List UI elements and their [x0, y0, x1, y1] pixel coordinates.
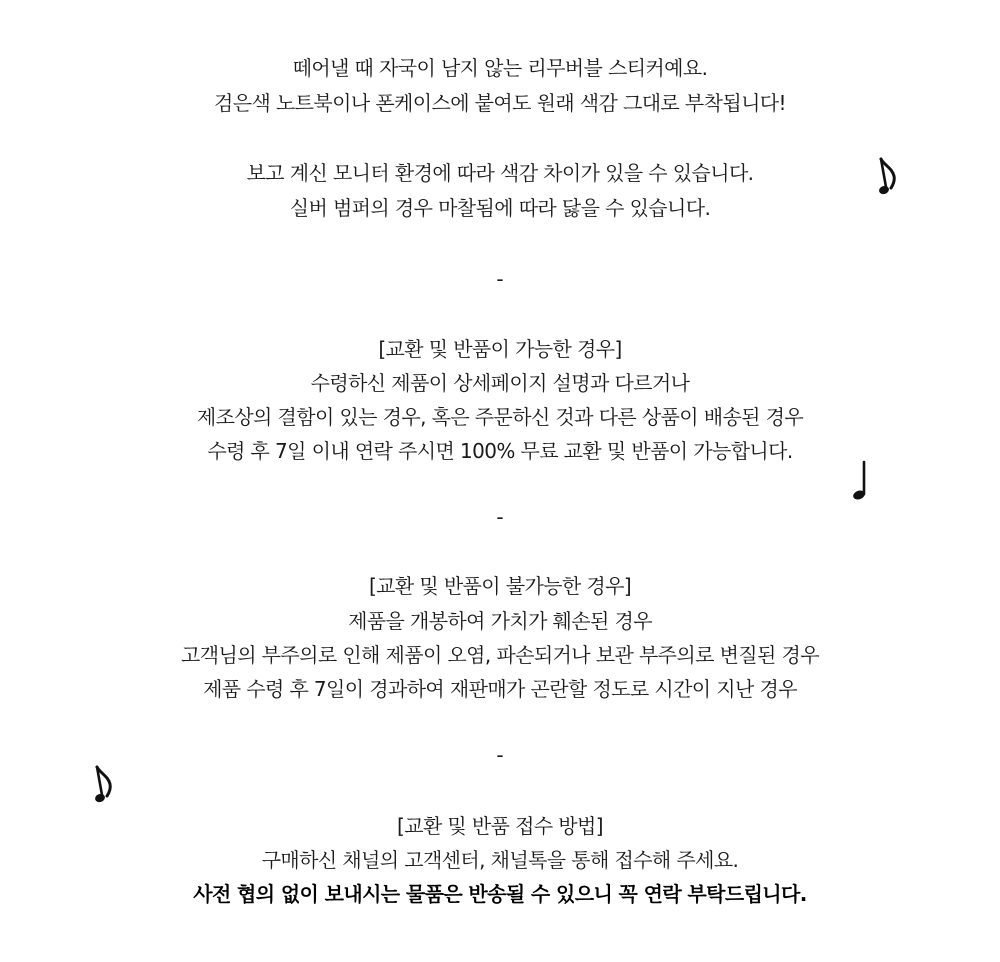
exchange-impossible-heading: [교환 및 반품이 불가능한 경우] — [368, 574, 632, 598]
exchange-impossible-line-3: 제품 수령 후 7일이 경과하여 재판매가 곤란할 정도로 시간이 지난 경우 — [203, 677, 797, 701]
exchange-method-heading: [교환 및 반품 접수 방법] — [397, 814, 603, 838]
quarter-note-icon — [848, 458, 878, 502]
intro-line-1: 떼어낼 때 자국이 남지 않는 리무버블 스티커예요. — [292, 56, 708, 80]
notice-line-2: 실버 범퍼의 경우 마찰됨에 따라 닳을 수 있습니다. — [289, 196, 711, 220]
exchange-method-warning: 사전 협의 없이 보내시는 물품은 반송될 수 있으니 꼭 연락 부탁드립니다. — [193, 882, 807, 906]
eighth-note-icon — [88, 763, 118, 807]
exchange-possible-line-1: 수령하신 제품이 상세페이지 설명과 다르거나 — [310, 371, 690, 395]
exchange-possible-line-2: 제조상의 결함이 있는 경우, 혹은 주문하신 것과 다른 상품이 배송된 경우 — [196, 405, 804, 429]
eighth-note-icon — [872, 155, 902, 199]
exchange-possible-line-3: 수령 후 7일 이내 연락 주시면 100% 무료 교환 및 반품이 가능합니다. — [207, 439, 793, 463]
exchange-method-line-1: 구매하신 채널의 고객센터, 채널톡을 통해 접수해 주세요. — [261, 848, 739, 872]
divider-3: - — [496, 743, 504, 767]
divider-2: - — [496, 505, 504, 529]
intro-line-2: 검은색 노트북이나 폰케이스에 붙여도 원래 색감 그대로 부착됩니다! — [214, 91, 786, 115]
divider-1: - — [496, 267, 504, 291]
exchange-possible-heading: [교환 및 반품이 가능한 경우] — [378, 337, 622, 361]
notice-line-1: 보고 계신 모니터 환경에 따라 색감 차이가 있을 수 있습니다. — [246, 161, 754, 185]
exchange-impossible-line-2: 고객님의 부주의로 인해 제품이 오염, 파손되거나 보관 부주의로 변질된 경우 — [181, 643, 819, 667]
exchange-impossible-line-1: 제품을 개봉하여 가치가 훼손된 경우 — [348, 609, 652, 633]
